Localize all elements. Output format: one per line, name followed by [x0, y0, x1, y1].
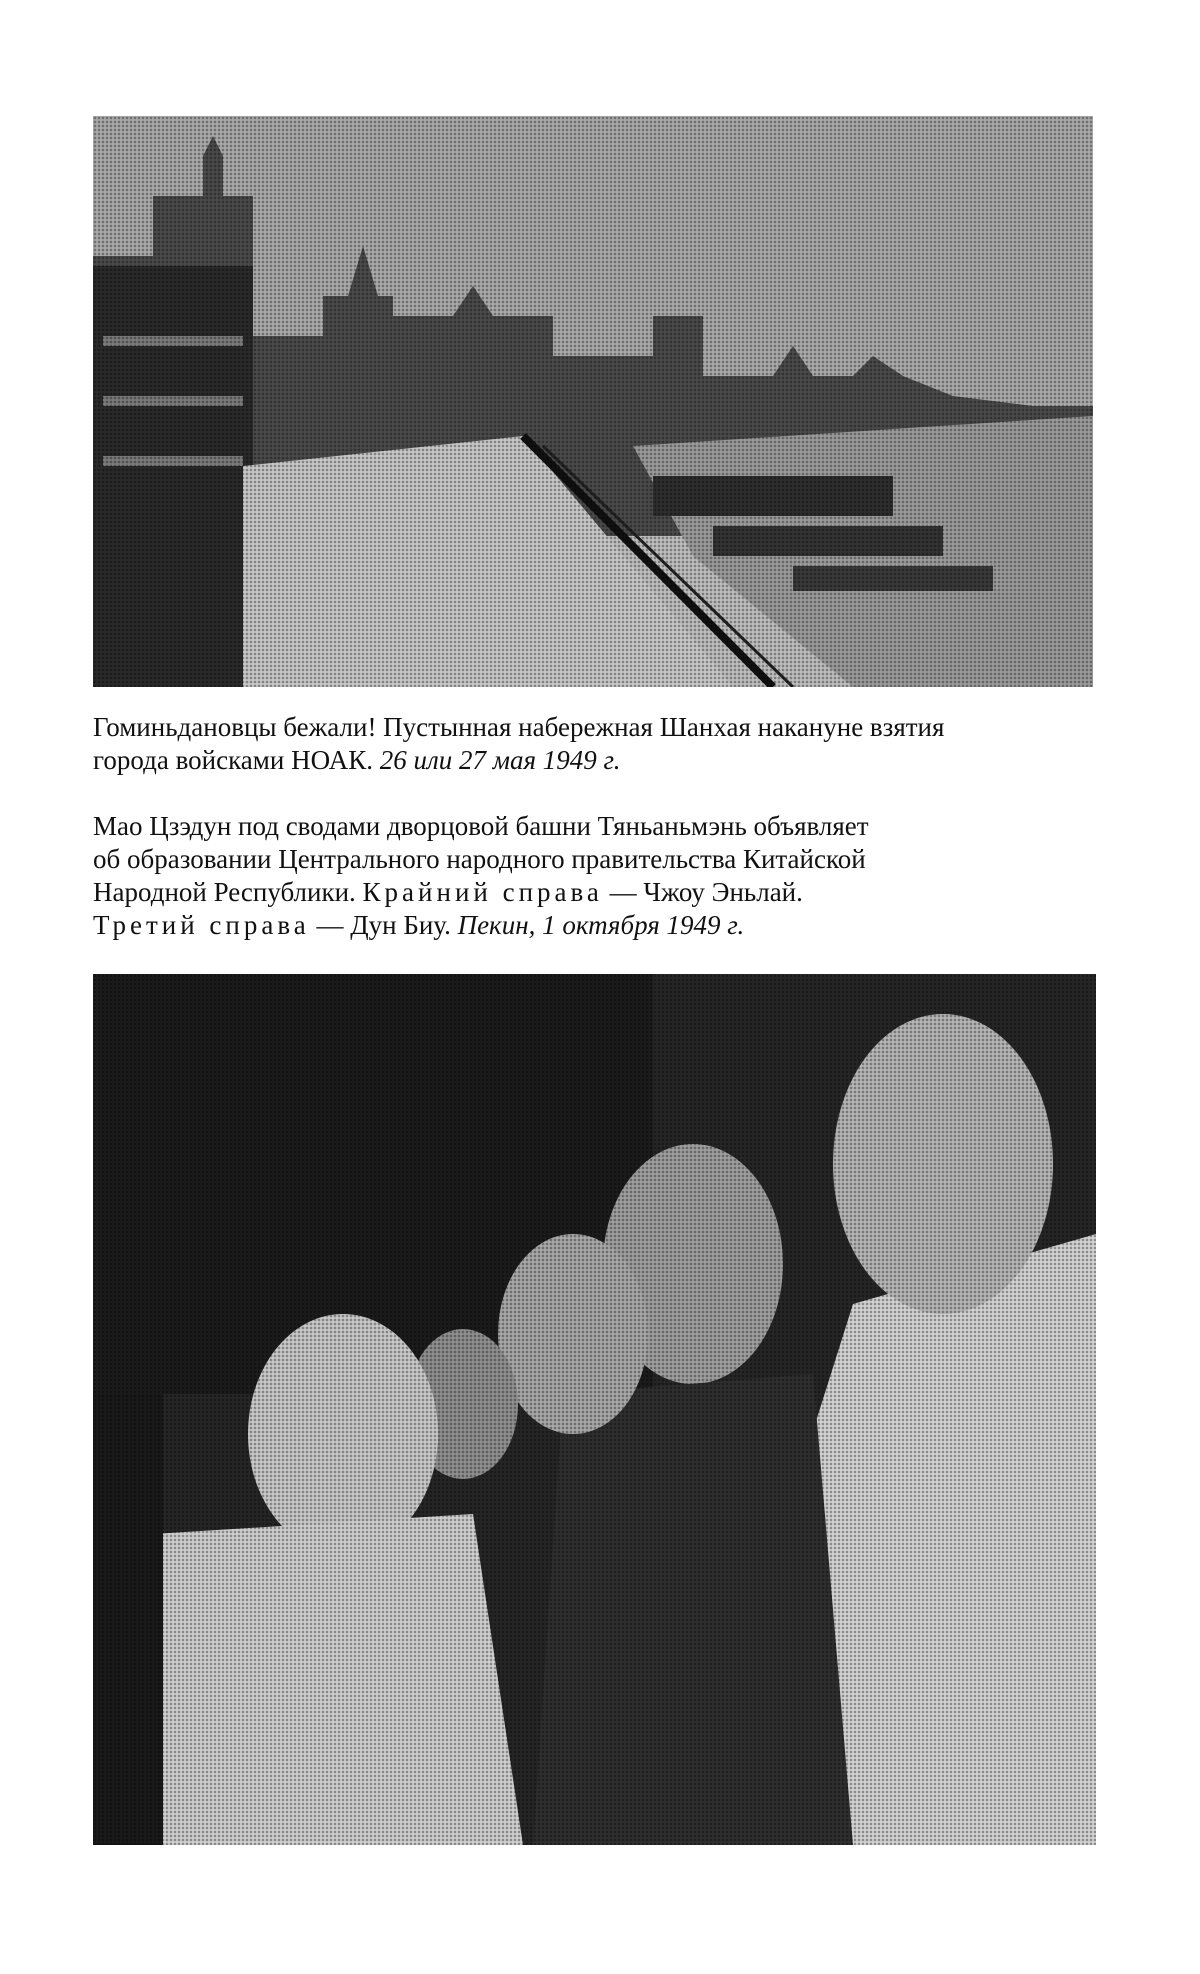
caption-tiananmen-line-3: [93, 876, 1103, 909]
caption-tiananmen-line-4: [93, 909, 1103, 942]
caption-tiananmen: [93, 810, 1103, 942]
caption-tiananmen-republic: Народной Республики.: [93, 877, 363, 907]
caption-shanghai-date: 26 или 27 мая 1949 г.: [379, 745, 621, 775]
caption-tiananmen-far-right-person: — Чжоу Эньлай.: [602, 877, 803, 907]
caption-tiananmen-line-2: об образовании Центрального народного правительства Китайской: [93, 844, 866, 874]
caption-tiananmen-third-right-label: Третий справа: [93, 910, 310, 940]
photo-shanghai-embankment-image: [93, 116, 1093, 687]
caption-shanghai-text: города войсками НОАК.: [93, 745, 380, 775]
photo-shanghai-embankment: [93, 116, 1093, 687]
caption-tiananmen-third-right-person: — Дун Биу.: [309, 910, 458, 940]
caption-tiananmen-date: Пекин, 1 октября 1949 г.: [457, 910, 745, 940]
caption-tiananmen-line-1: Мао Цзэдун под сводами дворцовой башни Тяньаньмэнь объявляет: [93, 811, 869, 841]
caption-shanghai: [93, 711, 1103, 777]
caption-shanghai-line-2: [93, 744, 1103, 777]
caption-tiananmen-far-right-label: Крайний справа: [362, 877, 603, 907]
photo-tiananmen-proclamation-image: [93, 974, 1096, 1845]
photo-tiananmen-proclamation: [93, 974, 1096, 1845]
caption-shanghai-line-1: Гоминьдановцы бежали! Пустынная набережная Шанхая накануне взятия: [93, 712, 945, 742]
